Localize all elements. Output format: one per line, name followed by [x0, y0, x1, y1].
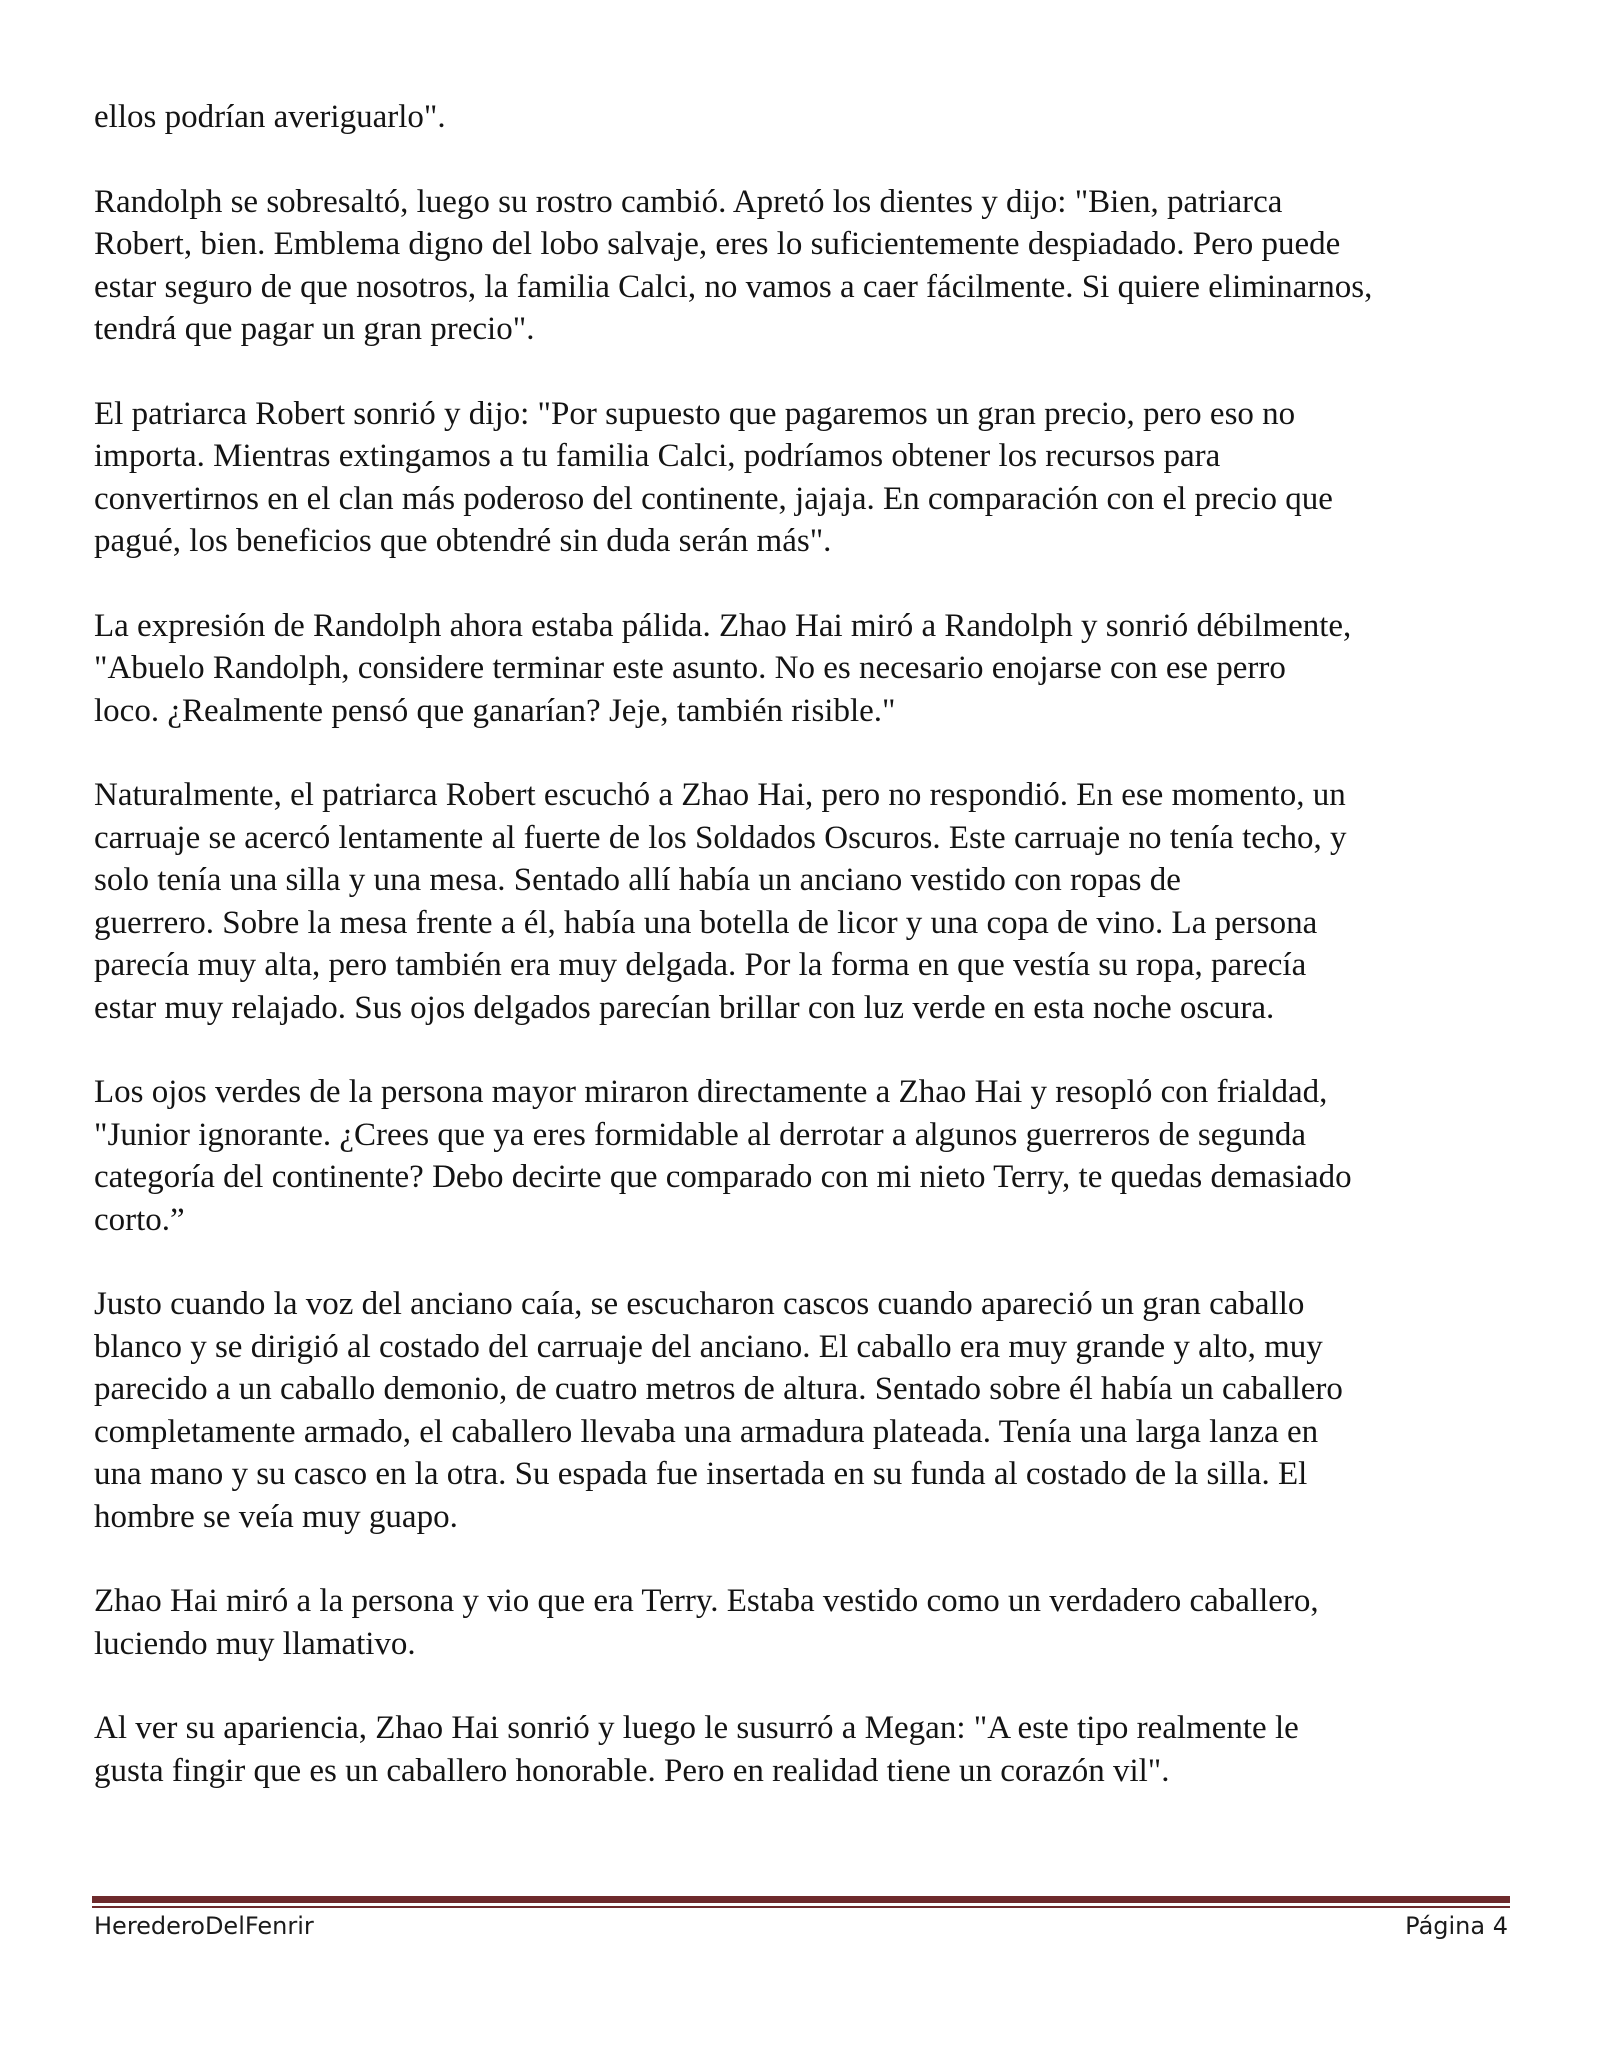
paragraph-7: Justo cuando la voz del anciano caía, se escucharon cascos cuando apareció un gran caballo blanco y se dirigió al costado del carruaje del anciano. El caballo era muy grande y alto, muy parecido a un caballo demonio, de cuatro metros de altura. Sentado sobre él había un caballero completamente armado, el caballero llevaba una armadura plateada. Tenía una larga lanza en una mano y su casco en la otra. Su espada fue insertada en su funda al costado de la silla. El hombre se veía muy guapo.: [94, 1286, 1343, 1535]
footer-divider-thick: [92, 1896, 1510, 1903]
paragraph-9: Al ver su apariencia, Zhao Hai sonrió y luego le susurró a Megan: "A este tipo realmente le gusta fingir que es un caballero honorable. Pero en realidad tiene un corazón vil".: [94, 1710, 1299, 1789]
paragraph-2: Randolph se sobresaltó, luego su rostro cambió. Apretó los dientes y dijo: "Bien, patriarca Robert, bien. Emblema digno del lobo salvaje, eres lo suficientemente despiadado. Pero puede estar seguro de que nosotros, la familia Calci, no vamos a caer fácilmente. Si quiere eliminarnos, tendrá que pagar un gran precio".: [94, 183, 1373, 347]
body-text: [94, 96, 1530, 1834]
paragraph-6: Los ojos verdes de la persona mayor miraron directamente a Zhao Hai y resopló con frialdad, "Junior ignorante. ¿Crees que ya eres formidable al derrotar a algunos guerreros de segunda categoría del continente? Debo decirte que comparado con mi nieto Terry, te quedas demasiado corto.”: [94, 1074, 1352, 1238]
paragraph-1: ellos podrían averiguarlo".: [94, 99, 446, 135]
footer-divider: [92, 1896, 1510, 1908]
paragraph-4: La expresión de Randolph ahora estaba pálida. Zhao Hai miró a Randolph y sonrió débilmente, "Abuelo Randolph, considere terminar este asunto. No es necesario enojarse con ese perro loco. ¿Realmente pensó que ganarían? Jeje, también risible.": [94, 607, 1352, 729]
paragraph-8: Zhao Hai miró a la persona y vio que era Terry. Estaba vestido como un verdadero caballero, luciendo muy llamativo.: [94, 1583, 1319, 1662]
footer-page-number: Página 4: [1405, 1912, 1508, 1940]
footer-author: HerederoDelFenrir: [94, 1912, 314, 1940]
paragraph-3: El patriarca Robert sonrió y dijo: "Por supuesto que pagaremos un gran precio, pero eso no importa. Mientras extingamos a tu familia Calci, podríamos obtener los recursos para convertirnos en el clan más poderoso del continente, jajaja. En comparación con el precio que pagué, los beneficios que obtendré sin duda serán más".: [94, 395, 1333, 559]
paragraph-5: Naturalmente, el patriarca Robert escuchó a Zhao Hai, pero no respondió. En ese momento, un carruaje se acercó lentamente al fuerte de los Soldados Oscuros. Este carruaje no tenía techo, y solo tenía una silla y una mesa. Sentado allí había un anciano vestido con ropas de guerrero. Sobre la mesa frente a él, había una botella de licor y una copa de vino. La persona parecía muy alta, pero también era muy delgada. Por la forma en que vestía su ropa, parecía estar muy relajado. Sus ojos delgados parecían brillar con luz verde en esta noche oscura.: [94, 777, 1347, 1026]
footer-divider-thin: [92, 1906, 1510, 1908]
